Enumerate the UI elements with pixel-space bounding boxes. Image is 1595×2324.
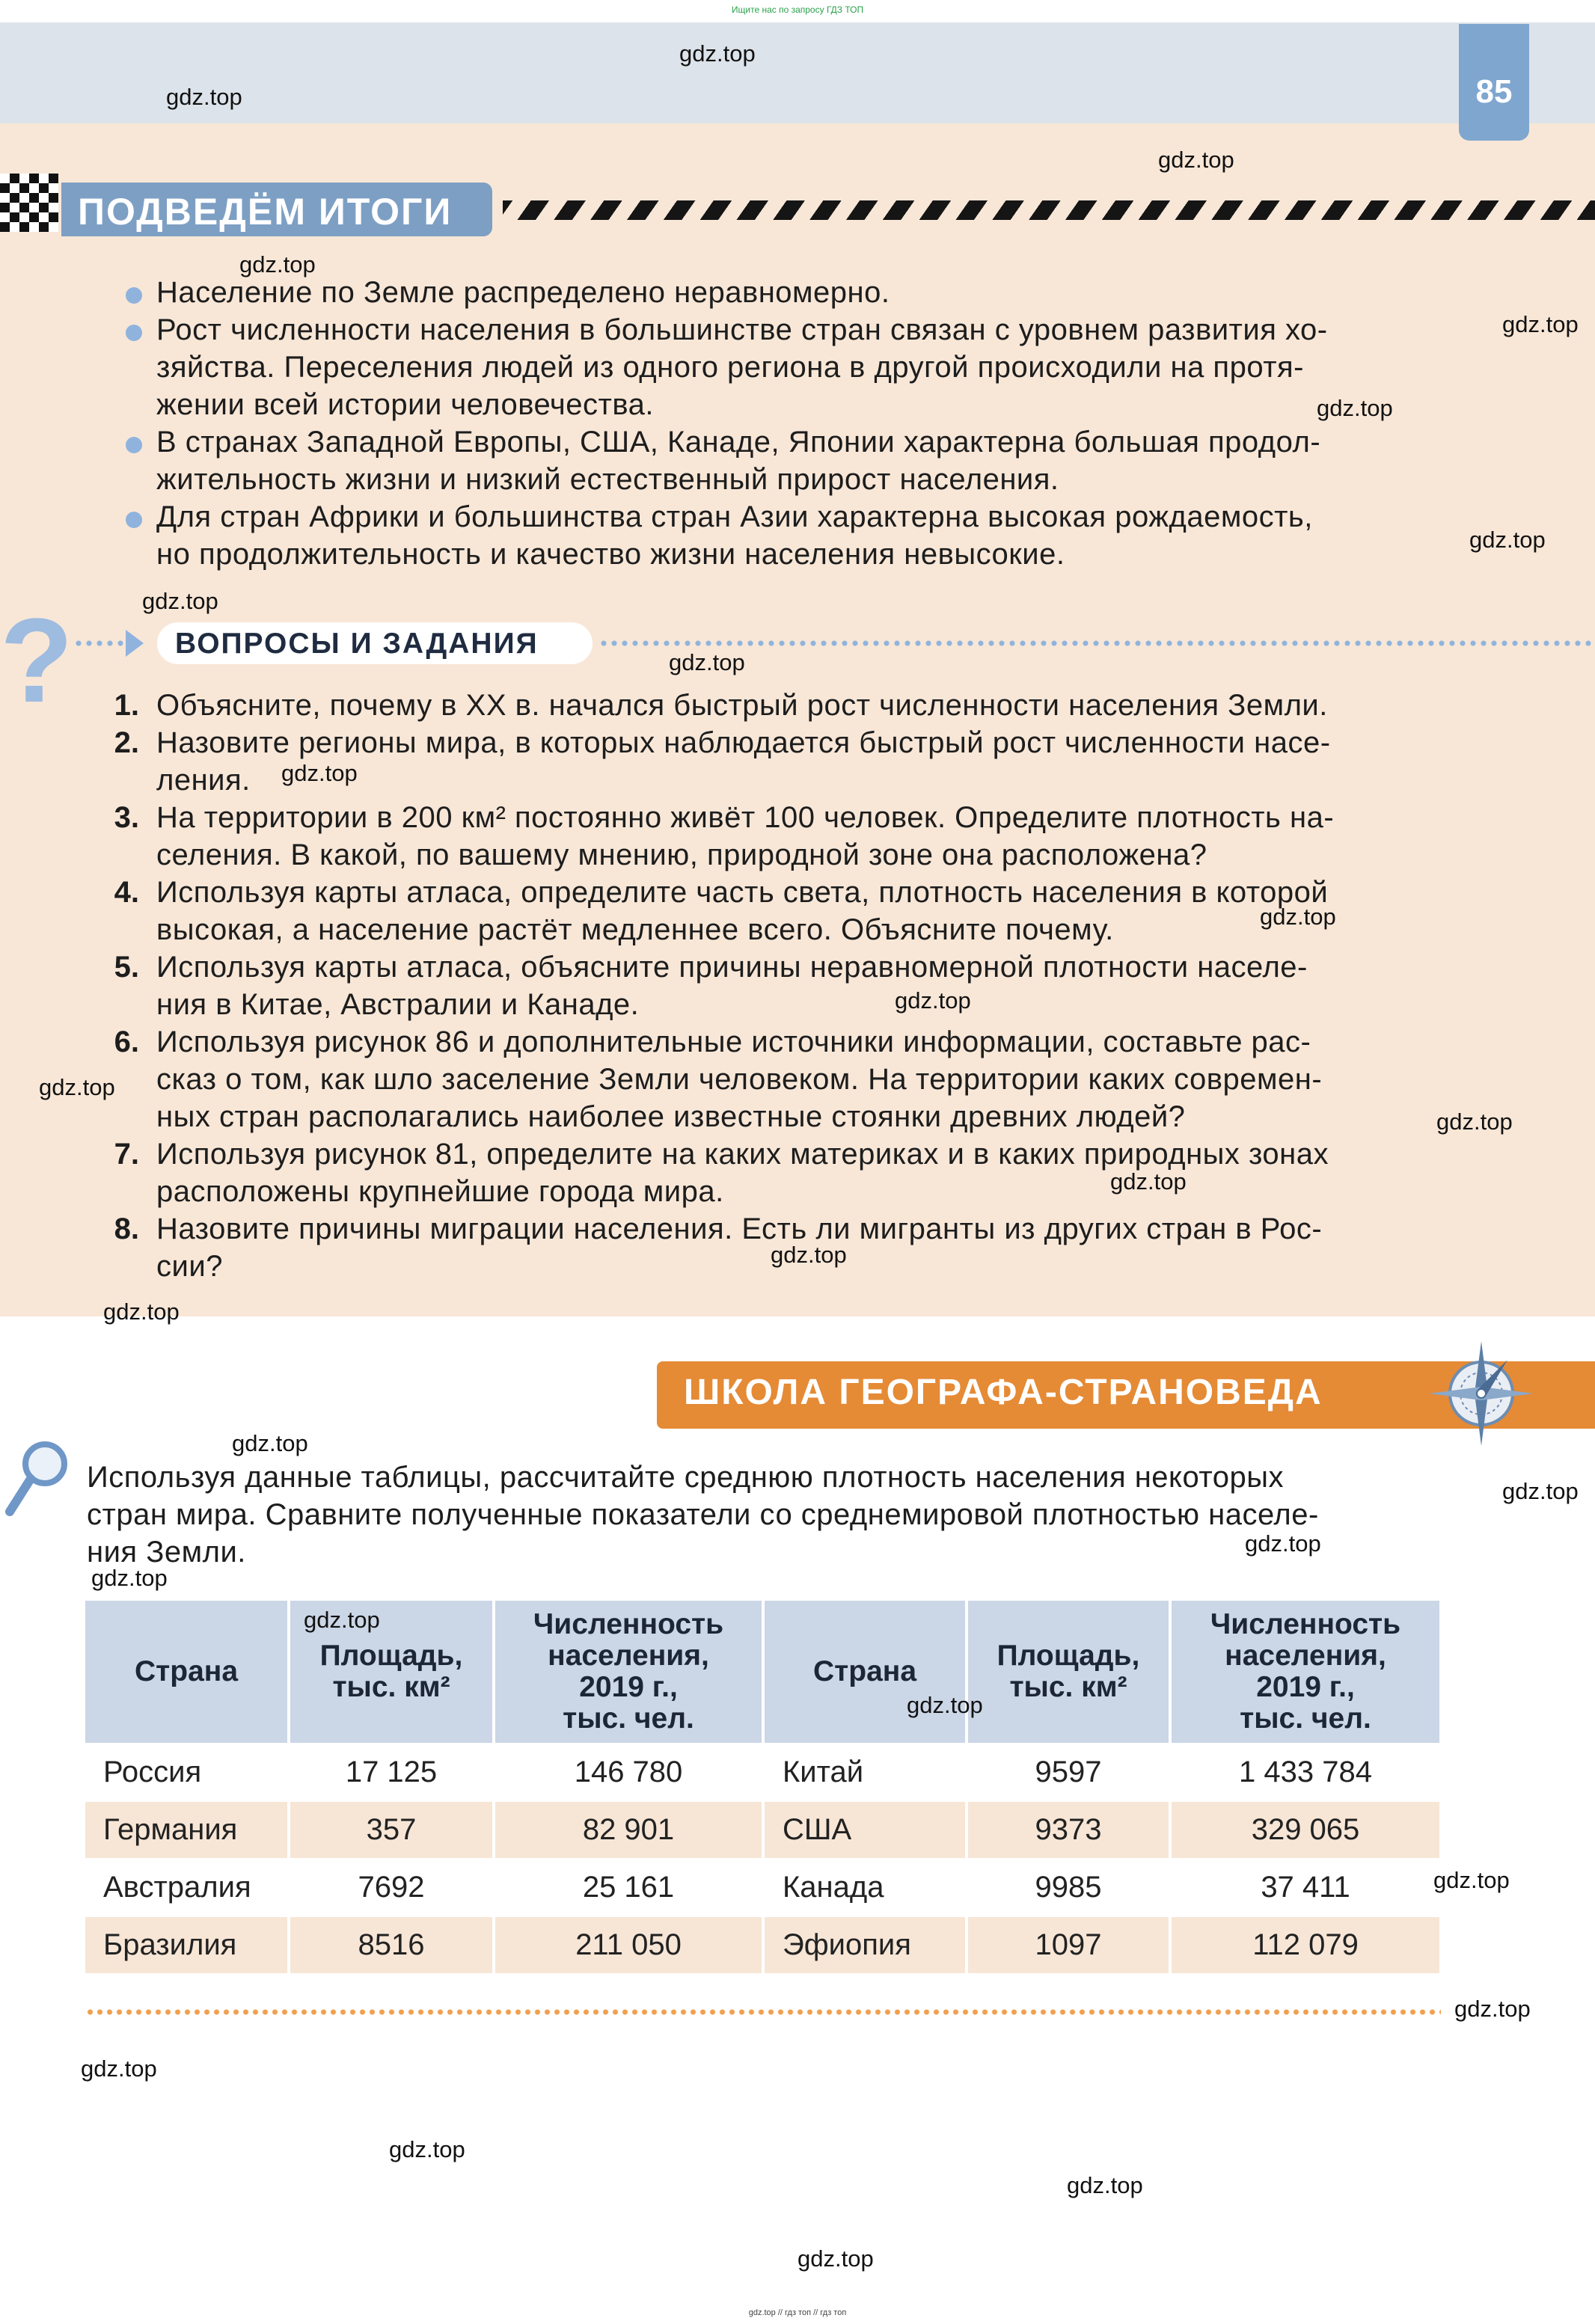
- table-cell: Бразилия: [85, 1916, 289, 1973]
- question-8-line-2: сии?: [156, 1250, 223, 1283]
- table-cell: 7692: [289, 1859, 494, 1916]
- table-cell: 112 079: [1170, 1916, 1441, 1973]
- school-task-line-1: Используя данные таблицы, рассчитайте среднюю плотность населения некоторых: [87, 1461, 1284, 1494]
- question-8-line-1: Назовите причины миграции населения. Есть ли мигранты из других стран в Рос-: [156, 1212, 1323, 1245]
- watermark: gdz.top: [679, 40, 756, 67]
- watermark: gdz.top: [771, 1242, 847, 1268]
- question-number: 2.: [114, 726, 139, 759]
- question-number: 6.: [114, 1025, 139, 1058]
- watermark: gdz.top: [81, 2055, 157, 2082]
- question-2-line-1: Назовите регионы мира, в которых наблюдается быстрый рост численности насе-: [156, 726, 1331, 759]
- table-cell: 357: [289, 1801, 494, 1859]
- header-text: Страна: [812, 1655, 917, 1687]
- table-cell: 37 411: [1170, 1859, 1441, 1916]
- header-text: тыс. км²: [332, 1671, 450, 1703]
- question-number: 1.: [114, 689, 139, 722]
- questions-title: ВОПРОСЫ И ЗАДАНИЯ: [175, 628, 539, 660]
- question-4-line-2: высокая, а население растёт медленнее всего. Объясните почему.: [156, 913, 1114, 946]
- table-cell: 9373: [967, 1801, 1170, 1859]
- table-header-area: [967, 1601, 1170, 1744]
- table-cell: Австралия: [85, 1859, 289, 1916]
- question-6-line-3: ных стран располагались наиболее известные стоянки древних людей?: [156, 1100, 1186, 1133]
- bottom-dotted-divider: [85, 2009, 1441, 2015]
- question-4-line-1: Используя карты атласа, определите часть света, плотность населения в которой: [156, 876, 1329, 909]
- table-header-country: [763, 1601, 967, 1744]
- population-table: [85, 1601, 1442, 1973]
- watermark: gdz.top: [304, 1607, 380, 1633]
- summary-bullet-4-line-2: но продолжительность и качество жизни населения невысокие.: [156, 538, 1065, 571]
- summary-bullet-2-line-3: жении всей истории человечества.: [156, 388, 654, 421]
- header-text: 2019 г.,: [1256, 1671, 1355, 1703]
- header-text: населения,: [548, 1640, 709, 1672]
- watermark: gdz.top: [1502, 1478, 1579, 1504]
- question-3-line-2: селения. В какой, по вашему мнению, природной зоне она расположена?: [156, 838, 1207, 871]
- table-cell: 1097: [967, 1916, 1170, 1973]
- table-cell: 25 161: [494, 1859, 763, 1916]
- summary-bullet-2-line-1: Рост численности населения в большинстве стран связан с уровнем развития хо-: [156, 313, 1328, 346]
- question-number: 3.: [114, 801, 139, 834]
- watermark: gdz.top: [239, 251, 316, 278]
- header-text: 2019 г.,: [579, 1671, 678, 1703]
- table-cell: Канада: [763, 1859, 967, 1916]
- table-header-country: [85, 1601, 289, 1744]
- summary-title: ПОДВЕДЁМ ИТОГИ: [78, 191, 453, 233]
- table-cell: Германия: [85, 1801, 289, 1859]
- header-text: Численность: [1210, 1608, 1401, 1640]
- header-text: тыс. чел.: [563, 1702, 694, 1735]
- bullet-icon: [126, 512, 142, 528]
- header-text: Страна: [134, 1655, 239, 1687]
- top-note: Ищите нас по запросу ГДЗ ТОП: [731, 4, 864, 15]
- school-task-line-3: ния Земли.: [87, 1536, 246, 1569]
- school-title: ШКОЛА ГЕОГРАФА-СТРАНОВЕДА: [684, 1373, 1323, 1412]
- header-text: тыс. чел.: [1240, 1702, 1371, 1735]
- bullet-icon: [126, 287, 142, 304]
- watermark: gdz.top: [1469, 527, 1546, 553]
- table-cell: 9597: [967, 1744, 1170, 1801]
- watermark: gdz.top: [1110, 1168, 1187, 1195]
- header-text: населения,: [1225, 1640, 1386, 1672]
- table-header-row: [85, 1601, 1441, 1744]
- watermark: gdz.top: [281, 760, 358, 786]
- table-cell: 211 050: [494, 1916, 763, 1973]
- question-number: 5.: [114, 951, 139, 984]
- bullet-icon: [126, 325, 142, 341]
- question-6-line-2: сказ о том, как шло заселение Земли человеком. На территории каких современ-: [156, 1063, 1323, 1096]
- watermark: gdz.top: [895, 987, 971, 1014]
- header-text: Численность: [533, 1608, 724, 1640]
- question-2-line-2: ления.: [156, 764, 251, 797]
- table-cell: США: [763, 1801, 967, 1859]
- table-cell: Китай: [763, 1744, 967, 1801]
- arrow-right-icon: [126, 630, 144, 657]
- table-cell: Россия: [85, 1744, 289, 1801]
- question-3-line-1: На территории в 200 км² постоянно живёт 100 человек. Определите плотность на-: [156, 801, 1335, 834]
- watermark: gdz.top: [1433, 1867, 1510, 1893]
- table-row: [85, 1916, 1441, 1973]
- header-text: тыс. км²: [1009, 1671, 1127, 1703]
- watermark: gdz.top: [1260, 904, 1336, 930]
- table-cell: 82 901: [494, 1801, 763, 1859]
- watermark: gdz.top: [232, 1430, 308, 1456]
- table-header-population: [494, 1601, 763, 1744]
- table-cell: 1 433 784: [1170, 1744, 1441, 1801]
- dotted-line-right: [598, 640, 1595, 646]
- watermark: gdz.top: [798, 2245, 874, 2272]
- watermark: gdz.top: [39, 1074, 115, 1100]
- question-5-line-1: Используя карты атласа, объясните причины неравномерной плотности населе-: [156, 951, 1308, 984]
- table-cell: 17 125: [289, 1744, 494, 1801]
- question-number: 8.: [114, 1212, 139, 1245]
- question-6-line-1: Используя рисунок 86 и дополнительные источники информации, составьте рас-: [156, 1025, 1311, 1058]
- table-cell: 8516: [289, 1916, 494, 1973]
- watermark: gdz.top: [91, 1565, 168, 1591]
- summary-bullet-4-line-1: Для стран Африки и большинства стран Азии характерна высокая рождаемость,: [156, 500, 1313, 533]
- question-5-line-2: ния в Китае, Австралии и Канаде.: [156, 988, 640, 1021]
- table-header-population: [1170, 1601, 1441, 1744]
- bottom-note: gdz.top // гдз топ // гдз топ: [748, 2308, 847, 2317]
- watermark: gdz.top: [1245, 1530, 1321, 1557]
- question-7-line-2: расположены крупнейшие города мира.: [156, 1175, 724, 1208]
- watermark: gdz.top: [103, 1299, 180, 1325]
- checkered-flag-icon: [0, 174, 58, 232]
- watermark: gdz.top: [907, 1692, 983, 1718]
- watermark: gdz.top: [1436, 1109, 1513, 1135]
- table-cell: 329 065: [1170, 1801, 1441, 1859]
- header-text: Площадь,: [997, 1640, 1140, 1672]
- watermark: gdz.top: [1317, 395, 1393, 421]
- summary-header: [61, 183, 492, 236]
- question-7-line-1: Используя рисунок 81, определите на каких материках и в каких природных зонах: [156, 1138, 1329, 1171]
- bullet-icon: [126, 437, 142, 453]
- summary-bullet-3-line-1: В странах Западной Европы, США, Канаде, Японии характерна большая продол-: [156, 426, 1321, 459]
- summary-bullet-2-line-2: зяйства. Переселения людей из одного региона в другой происходили на протя-: [156, 351, 1305, 384]
- table-row: [85, 1801, 1441, 1859]
- dashed-divider: [503, 200, 1595, 220]
- dotted-line-left: [73, 640, 133, 646]
- watermark: gdz.top: [389, 2136, 465, 2162]
- watermark: gdz.top: [166, 84, 242, 110]
- page-number: 85: [1475, 73, 1513, 110]
- watermark: gdz.top: [142, 588, 218, 614]
- watermark: gdz.top: [1454, 1996, 1531, 2022]
- watermark: gdz.top: [1502, 311, 1579, 337]
- summary-bullet-3-line-2: жительность жизни и низкий естественный прирост населения.: [156, 463, 1059, 496]
- summary-bullet-1-line-1: Население по Земле распределено неравномерно.: [156, 276, 890, 309]
- table-row: [85, 1744, 1441, 1801]
- question-mark-icon: ?: [0, 593, 73, 727]
- question-number: 7.: [114, 1138, 139, 1171]
- question-number: 4.: [114, 876, 139, 909]
- compass-icon: [1425, 1337, 1537, 1450]
- table-row: [85, 1859, 1441, 1916]
- questions-header: [157, 622, 593, 664]
- table-cell: Эфиопия: [763, 1916, 967, 1973]
- header-text: Площадь,: [319, 1640, 463, 1672]
- watermark: gdz.top: [1158, 147, 1234, 173]
- question-1-line-1: Объясните, почему в XX в. начался быстрый рост численности населения Земли.: [156, 689, 1328, 722]
- watermark: gdz.top: [669, 649, 745, 675]
- table-cell: 146 780: [494, 1744, 763, 1801]
- watermark: gdz.top: [1067, 2172, 1143, 2198]
- table-cell: 9985: [967, 1859, 1170, 1916]
- magnifier-icon: [4, 1440, 71, 1522]
- school-task-line-2: стран мира. Сравните полученные показатели со среднемировой плотностью населе-: [87, 1498, 1319, 1531]
